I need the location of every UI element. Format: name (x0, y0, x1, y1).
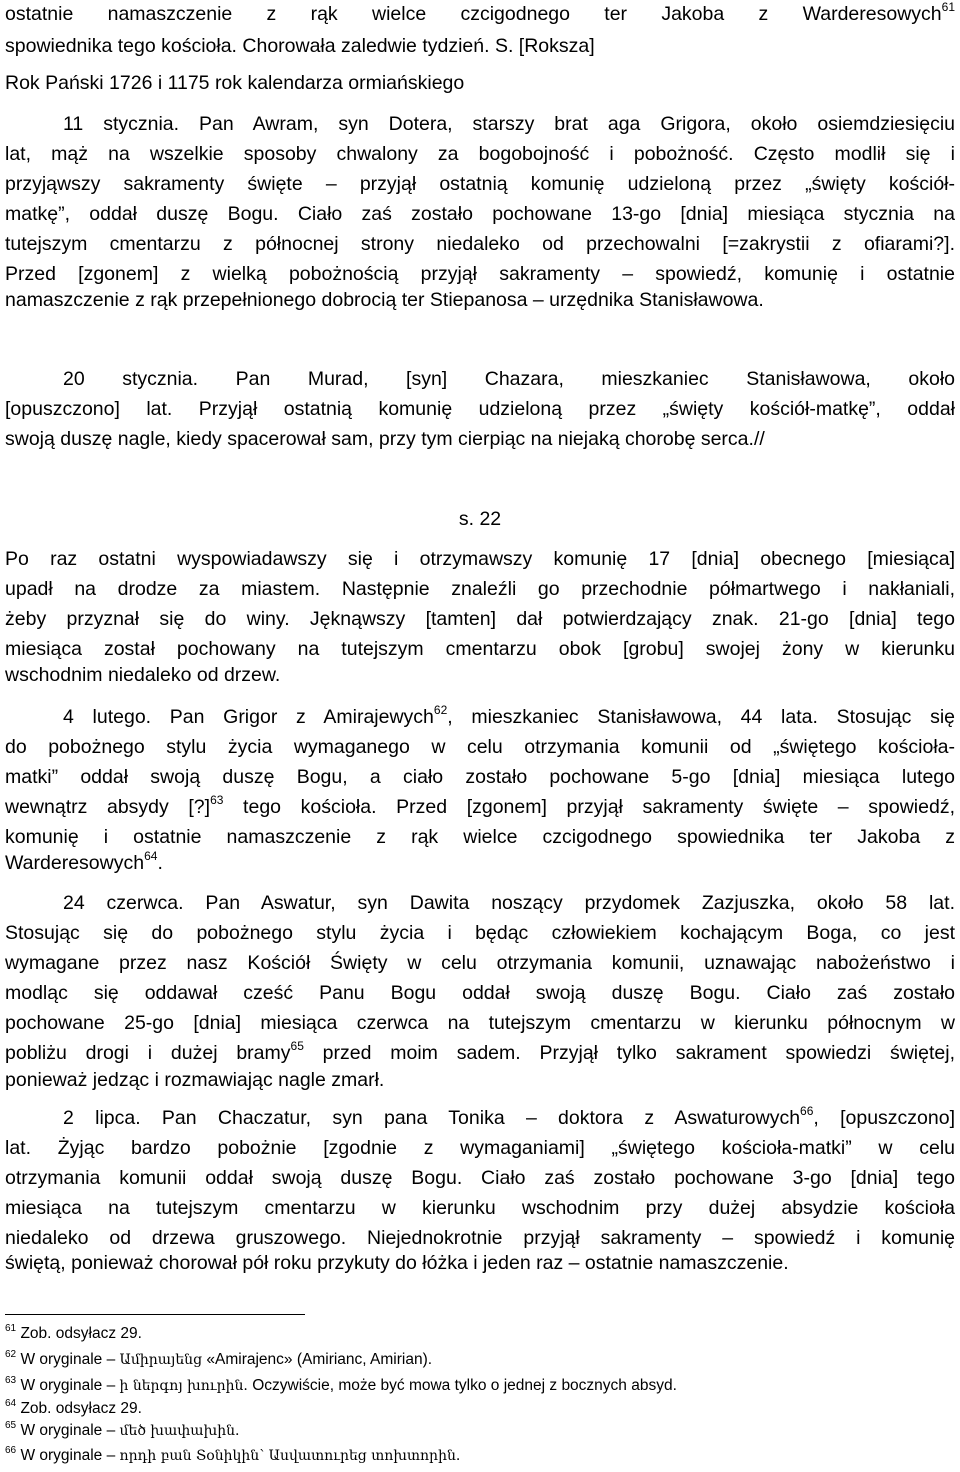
text-line: Po raz ostatni wyspowiadawszy się i otrzymawszy komunię 17 [dnia] obecnego [miesiąca] (5, 548, 955, 570)
text-line: ostatnie namaszczenie z rąk wielce czcigodnego ter Jakoba z Warderesowych$^{61}$ (5, 0, 955, 25)
text-line: miesiąca na tutejszym cmentarzu w kierunku wschodnim przy dużej absydzie kościoła (5, 1197, 955, 1219)
text-line: wschodnim niedaleko od drzew. (5, 664, 281, 686)
text-line: miesiąca został pochowany na tutejszym cmentarzu obok [grobu] swojej żony w kierunku (5, 638, 955, 660)
text-line: spowiednika tego kościoła. Chorowała zaledwie tydzień. S. [Roksza] (5, 35, 595, 57)
text-line: przyjąwszy sakramenty święte – przyjął ostatnią komunię udzieloną przez „święty kościół- (5, 173, 955, 195)
text-line: modląc się oddawał cześć Panu Bogu oddał swoją duszę Bogu. Ciało zaś zostało (5, 982, 955, 1004)
footnote-ref[interactable]: 62 (433, 703, 448, 717)
text-line: pobliżu drogi i dużej bramy$^{65}$ przed moim sadem. Przyjął tylko sakrament spowiedzi świętej, (5, 1039, 955, 1064)
text-line: wymagane przez nasz Kościół Święty w celu otrzymania komunii, uznawając nabożeństwo i (5, 952, 955, 974)
text-line: Stosując się do pobożnego stylu życia i będąc człowiekiem kochającym Boga, co jest (5, 922, 955, 944)
footnote-ref[interactable]: 63 (210, 793, 224, 807)
text-line: matki” oddał swoją duszę Bogu, a ciało zostało pochowane 5-go [dnia] miesiąca lutego (5, 766, 955, 788)
text-line: pochowane 25-go [dnia] miesiąca czerwca na tutejszym cmentarzu w kierunku północnym w (5, 1012, 955, 1034)
text-line: do pobożnego stylu życia wymaganego w celu otrzymania komunii od „świętego kościoła- (5, 736, 955, 758)
footnote-ref[interactable]: 64 (144, 849, 158, 863)
text-line: Przed [zgonem] z wielką pobożnością przyjął sakramenty – spowiedź, komunię i ostatnie (5, 263, 955, 285)
page-number-marker: s. 22 (458, 508, 502, 530)
footnote: $^{62}$ W oryginale – Ամիրայենց «Amirajenc» (Amirianc, Amirian). (5, 1349, 433, 1368)
text-line: matkę”, oddał duszę Bogu. Ciało zaś zostało pochowane 13-go [dnia] miesiąca stycznia na (5, 203, 955, 225)
text-line: lat, mąż na wszelkie sposoby chwalony za bogobojność i pobożność. Często modlił się i (5, 143, 955, 165)
text-line: Warderesowych$^{64}$. (5, 849, 163, 874)
text-line: niedaleko od drzewa gruszowego. Niejednokrotnie przyjął sakramenty – spowiedź i komunię (5, 1227, 955, 1249)
text-line: otrzymania komunii oddał swoją duszę Bogu. Ciało zaś zostało pochowane 3-go [dnia] tego (5, 1167, 955, 1189)
footnote-number: 62 (5, 1349, 17, 1360)
footnote: $^{65}$ W oryginale – մեծ խափախին. (5, 1420, 240, 1439)
footnote-number: 61 (5, 1323, 17, 1334)
section-heading: Rok Pański 1726 i 1175 rok kalendarza ormiańskiego (5, 72, 465, 94)
footnote-ref[interactable]: 65 (290, 1039, 304, 1053)
text-line: wewnątrz absydy [?]$^{63}$ tego kościoła. Przed [zgonem] przyjął sakramenty święte – spowiedź, (5, 793, 955, 818)
text-line: komunię i ostatnie namaszczenie z rąk wielce czcigodnego spowiednika ter Jakoba z (5, 826, 955, 848)
text-line: żeby przyznał się do winy. Jęknąwszy [tamten] dał potwierdzający znak. 21-go [dnia] tego (5, 608, 955, 630)
footnote-number: 63 (5, 1375, 17, 1386)
footnote: $^{61}$ Zob. odsyłacz 29. (5, 1323, 142, 1342)
text-line: swoją duszę nagle, kiedy spacerował sam, przy tym cierpiąc na niejaką chorobę serca.// (5, 428, 765, 450)
footnote: $^{66}$ W oryginale – որդի բան Տօնիկին՝ Ասվատուրեց տոխտորին. (5, 1445, 461, 1464)
text-line: lat. Żyjąc bardzo pobożnie [zgodnie z wymaganiami] „świętego kościoła-matki” w celu (5, 1137, 955, 1159)
entry-heading-line: 2 lipca. Pan Chaczatur, syn pana Tonika – doktora z Aswaturowych$^{66}$, [opuszczono] (63, 1104, 956, 1129)
footnote-ref[interactable]: 66 (800, 1104, 814, 1118)
entry-heading-line: 11 stycznia. Pan Awram, syn Dotera, starszy brat aga Grigora, około osiemdziesięciu (63, 113, 955, 135)
text-line: tutejszym cmentarzu z północnej strony niedaleko od przechowalni [=zakrystii z ofiarami?]. (5, 233, 955, 255)
text-line: ponieważ jedząc i rozmawiając nagle zmarł. (5, 1069, 385, 1091)
text-line: świętą, ponieważ chorował pół roku przykuty do łóżka i jeden raz – ostatnie namaszczenie. (5, 1252, 789, 1274)
text-line: namaszczenie z rąk przepełnionego dobrocią ter Stiepanosa – urzędnika Stanisławowa. (5, 289, 764, 311)
footnote-number: 64 (5, 1398, 17, 1409)
footnote-separator (5, 1314, 305, 1315)
footnote-number: 66 (5, 1445, 17, 1456)
entry-heading-line: 20 stycznia. Pan Murad, [syn] Chazara, mieszkaniec Stanisławowa, około (63, 368, 955, 390)
footnote-ref[interactable]: 61 (941, 0, 955, 14)
footnote-number: 65 (5, 1420, 17, 1431)
entry-heading-line: 4 lutego. Pan Grigor z Amirajewych$^{62}$, mieszkaniec Stanisławowa, 44 lata. Stosując się (63, 703, 956, 728)
footnote: $^{63}$ W oryginale – ի ներգոյ խուրին. Oczywiście, może być mowa tylko o jednej z bocznych absyd. (5, 1375, 677, 1394)
text-line: [opuszczono] lat. Przyjął ostatnią komunię udzieloną przez „święty kościół-matkę”, oddał (5, 398, 955, 420)
entry-heading-line: 24 czerwca. Pan Aswatur, syn Dawita noszący przydomek Zazjuszka, około 58 lat. (63, 892, 955, 914)
footnote: $^{64}$ Zob. odsyłacz 29. (5, 1398, 142, 1417)
text-line: upadł na drodze za miastem. Następnie znaleźli go przechodnie półmartwego i nakłaniali, (5, 578, 955, 600)
